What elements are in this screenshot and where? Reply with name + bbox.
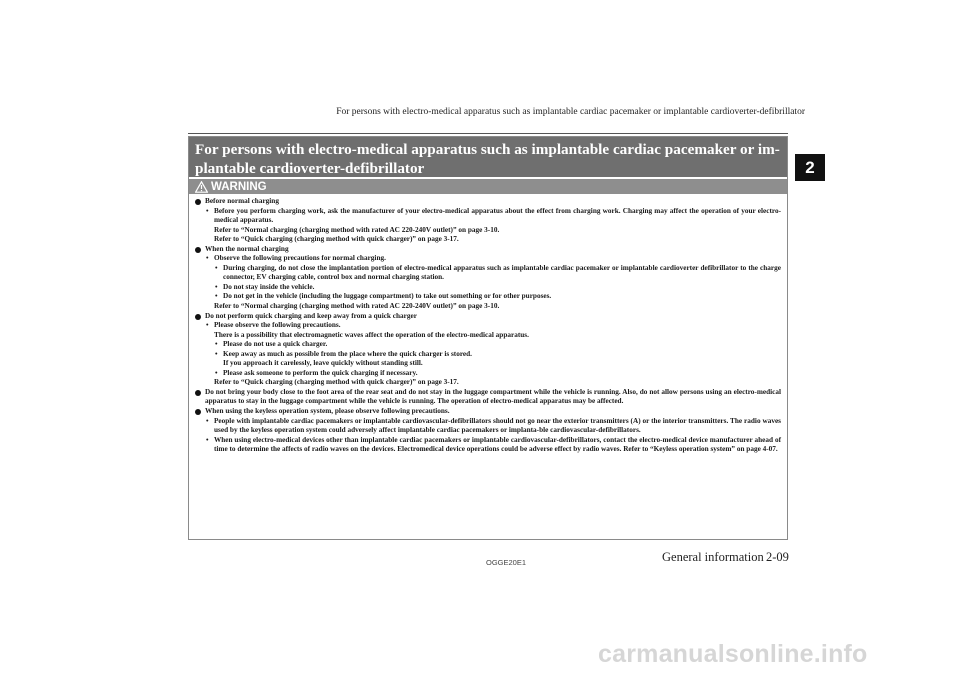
list-item bbox=[195, 407, 781, 417]
sub-sub-item bbox=[214, 283, 781, 293]
sub-sub-item-text: Please ask someone to perform the quick charging if necessary. bbox=[223, 368, 418, 377]
bullet-icon: • bbox=[206, 321, 209, 330]
footer-section-name: General information bbox=[662, 550, 764, 564]
running-header: For persons with electro-medical apparatus such as implantable cardiac pacemaker or implantable cardioverter-defibrillator bbox=[336, 107, 805, 117]
item-heading: When using the keyless operation system, please observe following precautions. bbox=[205, 407, 450, 416]
page-reference: Refer to “Normal charging (charging method with rated AC 220-240V outlet)” on page 3-10. bbox=[214, 225, 500, 234]
sub-sub-item-text: Please do not use a quick charger. bbox=[223, 340, 328, 349]
sub-item-text: Observe the following precautions for normal charging. bbox=[214, 254, 386, 263]
bullet-icon: • bbox=[215, 263, 218, 272]
bullet-icon bbox=[195, 314, 201, 320]
warning-header bbox=[189, 179, 787, 194]
item-heading: Before normal charging bbox=[205, 197, 279, 205]
page-reference: Refer to “Quick charging (charging method with quick charger)” on page 3-17. bbox=[214, 378, 459, 387]
watermark: carmanualsonline.info bbox=[598, 640, 868, 668]
sub-sub-item bbox=[214, 264, 781, 283]
section-title-line2: plantable cardioverter-defibrillator bbox=[195, 160, 425, 177]
section-title bbox=[189, 137, 787, 177]
sub-sub-item bbox=[214, 350, 781, 360]
header-divider bbox=[188, 133, 788, 134]
sub-item bbox=[205, 254, 781, 264]
sub-sub-item bbox=[214, 292, 781, 302]
sub-sub-item bbox=[214, 369, 781, 379]
bullet-icon bbox=[195, 247, 201, 253]
bullet-icon: • bbox=[215, 349, 218, 358]
sub-sub-item-text: Do not get in the vehicle (including the luggage compartment) to take out something or for other purposes. bbox=[223, 292, 552, 301]
page-reference: Refer to “Normal charging (charging method with rated AC 220-240V outlet)” on page 3-10. bbox=[214, 302, 500, 311]
item-heading: Do not perform quick charging and keep away from a quick charger bbox=[205, 311, 417, 320]
chapter-tab[interactable]: 2 bbox=[795, 154, 825, 181]
bullet-icon: • bbox=[206, 254, 209, 263]
list-item bbox=[195, 388, 781, 407]
item-heading: Do not bring your body close to the foot area of the rear seat and do not stay in the luggage compartment while the vehicle is running. Also, do not allow persons using an electro-medical apparatus to stay in the luggage compartment while the vehicle is running. The operation of electro-medical apparatus may be affected. bbox=[205, 387, 781, 406]
sub-sub-item-continuation: If you approach it carelessly, leave quickly without standing still. bbox=[223, 359, 423, 368]
sub-item-text: Before you perform charging work, ask the manufacturer of your electro-medical apparatus about the effect from charging work. Charging may affect the operation of your electro-medical apparatus. bbox=[214, 206, 781, 225]
bullet-icon: • bbox=[215, 292, 218, 301]
bullet-icon: • bbox=[206, 416, 209, 425]
bullet-icon: • bbox=[206, 435, 209, 444]
sub-item bbox=[205, 417, 781, 436]
item-heading: When the normal charging bbox=[205, 244, 289, 253]
bullet-icon: • bbox=[215, 282, 218, 291]
bullet-icon bbox=[195, 390, 201, 396]
sub-item-text: People with implantable cardiac pacemakers or implantable cardiovascular-defibrillators should not go near the exterior transmitters (A) or the interior transmitters. The radio waves used by the keyless operation system could adversely affect implantable cardiac pacemakers or implanta-ble cardiovascular-defibrillators. bbox=[214, 416, 781, 435]
warning-triangle-icon bbox=[195, 181, 208, 193]
document-code: OGGE20E1 bbox=[486, 558, 527, 567]
section-title-line1: For persons with electro-medical apparatus such as implantable cardiac pacemaker or im- bbox=[195, 141, 780, 158]
sub-sub-item-text: During charging, do not close the implantation portion of electro-medical apparatus such as implantable cardiac pacemaker or implantable cardioverter defibrillator to the charge connector, EV charging cable, control box and normal charging station. bbox=[223, 263, 781, 282]
sub-sub-item-text: Do not stay inside the vehicle. bbox=[223, 282, 315, 291]
sub-item bbox=[205, 207, 781, 226]
list-item bbox=[195, 312, 781, 322]
sub-sub-item-text: Keep away as much as possible from the place where the quick charger is stored. bbox=[223, 349, 472, 358]
page-reference: Refer to “Quick charging (charging method with quick charger)” on page 3-17. bbox=[214, 235, 459, 244]
list-item bbox=[195, 245, 781, 255]
bullet-icon: • bbox=[215, 340, 218, 349]
sub-item-text: Please observe the following precautions. bbox=[214, 321, 341, 330]
list-item bbox=[195, 197, 781, 207]
bullet-icon: • bbox=[215, 368, 218, 377]
bullet-icon bbox=[195, 199, 201, 205]
sub-item bbox=[205, 321, 781, 331]
sub-sub-item bbox=[214, 340, 781, 350]
bullet-icon: • bbox=[206, 206, 209, 215]
sub-item bbox=[205, 436, 781, 455]
warning-label: WARNING bbox=[211, 180, 267, 193]
bullet-icon bbox=[195, 409, 201, 415]
page-number: 2-09 bbox=[766, 550, 789, 564]
warning-content bbox=[189, 194, 787, 455]
sub-item-text: When using electro-medical devices other than implantable cardiac pacemakers or implantable cardiovascular-defibrillators, contact the electro-medical device manufacturer ahead of time to determine the affects of radio waves on the devices. Electromedical device operations could be adverse effect by radio waves. Refer to “Keyless operation system” on page 4-07. bbox=[214, 435, 781, 454]
sub-item-continuation: There is a possibility that electromagnetic waves affect the operation of the electro-medical apparatus. bbox=[214, 330, 529, 339]
warning-box bbox=[188, 136, 788, 540]
